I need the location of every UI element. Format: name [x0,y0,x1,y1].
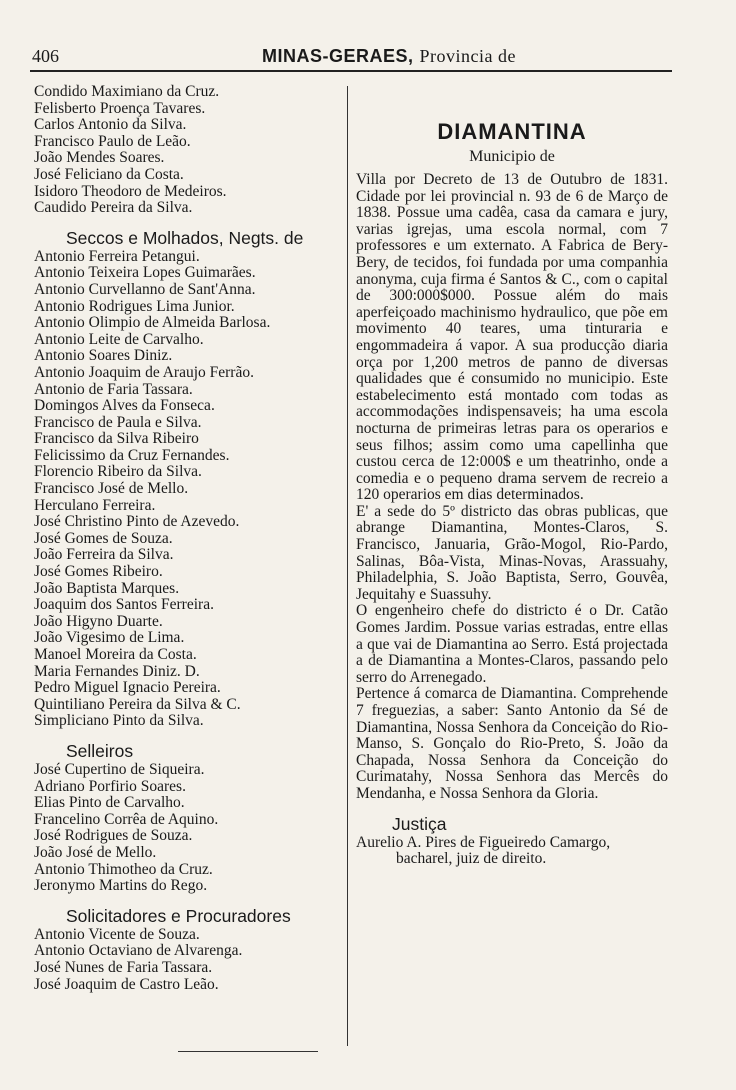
page-header [30,44,672,68]
name-entry: José Joaquim de Castro Leão. [34,975,219,993]
name-entry: João Baptista Marques. [34,579,180,597]
name-entry: João Mendes Soares. [34,149,165,167]
name-entry: José Rodrigues de Souza. [34,827,193,845]
spacer [34,730,346,740]
top-names-list [34,84,346,217]
name-entry: Antonio Curvellanno de Sant'Anna. [34,280,256,298]
name-entry: Felisberto Proença Tavares. [34,99,206,117]
page-number: 406 [32,46,59,66]
name-entry: Antonio Rodrigues Lima Junior. [34,297,235,315]
name-entry: Carlos Antonio da Silva. [34,116,187,134]
paragraph-public-works: E' a sede do 5º districto das obras publicas, que abrange Diamantina, Montes-Claros, S. Francisco, Januaria, Grão-Mogol, Rio-Pardo, Salinas, Bôa-Vista, Minas-Novas, Arassuahy, Philadelphia, S. João Baptista, Serro, Gouvêa, Jequitahy e Suassuhy. [356,502,668,603]
name-entry: João Higyno Duarte. [34,612,163,630]
name-entry: Felicissimo da Cruz Fernandes. [34,446,230,464]
name-entry: Quintiliano Pereira da Silva & C. [34,695,241,713]
name-entry: Antonio Octaviano de Alvarenga. [34,942,243,960]
name-entry: Francisco José de Mello. [34,480,189,498]
section-heading-seccos: Seccos e Molhados, Negts. de [66,227,304,248]
name-entry: Caudido Pereira da Silva. [34,199,193,217]
name-entry: José Cupertino de Siqueira. [34,760,205,778]
page-title-suffix: Provincia de [419,46,516,66]
paragraph-history: Villa por Decreto de 13 de Outubro de 1831. Cidade por lei provincial n. 93 de 6 de Março de 1838. Possue uma cadêa, casa da camara e jury, varias igrejas, uma escola normal, com 7 professores e um externato. A Fabrica de Bery-Bery, de tecidos, foi fundada por uma companhia anonyma, cuja firma é Santos & C., com o capital de 300:000$000. Possue além do mais aperfeiçoado machinismo hydraulico, que põe em movimento 40 teares, uma tinturaria e engommadeira á vapor. A sua producção diaria orça por 1,200 metros de panno de diversas qualidades que é consumido no municipio. Este estabelecimento está montado com todas as accommodações indispensaveis; ha uma escola nocturna de primeiras letras para os operarios e seus filhos; assim como uma capellinha que custou cerca de 12:000$ e um theatrinho, onde a comedia e o pequeno drama servem de recreio a 120 operarios em dias determinados. [356,171,668,504]
name-entry: Antonio Soares Diniz. [34,347,173,365]
name-entry: Jeronymo Martins do Rego. [34,877,208,895]
name-entry: Antonio Thimotheo da Cruz. [34,860,213,878]
footer-rule [178,1051,318,1052]
name-entry: José Gomes de Souza. [34,529,173,547]
left-column [34,84,346,993]
name-entry: José Christino Pinto de Azevedo. [34,513,240,531]
paragraph-comarca: Pertence á comarca de Diamantina. Comprehende 7 freguezias, a saber: Santo Antonio da Sé de Diamantina, Nossa Senhora da Conceição do Rio-Manso, S. Gonçalo do Rio-Preto, S. João da Chapada, Nossa Senhora da Conceição do Curimatahy, Nossa Senhora das Mercês do Mendanha, e Nossa Senhora da Gloria. [356,685,668,802]
section-heading-justica: Justiça [392,813,447,834]
name-entry: José Nunes de Faria Tassara. [34,958,213,976]
name-entry: Joaquim dos Santos Ferreira. [34,596,214,614]
judge-name: Aurelio A. Pires de Figueiredo Camargo, [356,833,611,851]
column-divider [347,86,348,1046]
name-entry: Antonio de Faria Tassara. [34,380,193,398]
name-entry: Francisco da Silva Ribeiro [34,430,199,448]
name-entry: Antonio Ferreira Petangui. [34,247,200,265]
name-entry: Condido Maximiano da Cruz. [34,83,220,100]
name-entry: Florencio Ribeiro da Silva. [34,463,202,481]
name-entry: João Vigesimo de Lima. [34,629,185,647]
municipality-title: DIAMANTINA [437,119,587,144]
name-entry: Manoel Moreira da Costa. [34,646,197,663]
name-entry: Elias Pinto de Carvalho. [34,794,185,812]
spacer [34,895,346,905]
spacer [34,217,346,227]
section-heading-solicitadores: Solicitadores e Procuradores [66,905,291,926]
judge-title: bacharel, juiz de direito. [396,850,547,868]
name-entry: Herculano Ferreira. [34,496,156,514]
name-entry: Francisco Paulo de Leão. [34,132,191,150]
name-entry: João Ferreira da Silva. [34,546,174,564]
name-entry: José Gomes Ribeiro. [34,563,163,581]
name-entry: Antonio Teixeira Lopes Guimarães. [34,264,256,282]
name-entry: Antonio Joaquim de Araujo Ferrão. [34,363,254,381]
solicitadores-names-list [34,927,346,993]
name-entry: Antonio Leite de Carvalho. [34,330,204,348]
name-entry: Pedro Miguel Ignacio Pereira. [34,679,221,697]
name-entry: João José de Mello. [34,843,157,861]
name-entry: Francisco de Paula e Silva. [34,413,202,431]
header-rule [30,70,672,72]
page-title-text: MINAS-GERAES, [262,46,414,66]
name-entry: Antonio Vicente de Souza. [34,925,200,943]
selleiros-names-list [34,762,346,895]
name-entry: Maria Fernandes Diniz. D. [34,662,200,680]
page-title [262,44,516,68]
section-heading-selleiros: Selleiros [66,740,134,761]
right-column [356,118,668,868]
name-entry: Adriano Porfirio Soares. [34,777,186,795]
municipality-subtitle: Municipio de [469,148,555,165]
name-entry: Domingos Alves da Fonseca. [34,397,215,415]
name-entry: Antonio Olimpio de Almeida Barlosa. [34,314,271,332]
name-entry: Isidoro Theodoro de Medeiros. [34,182,227,200]
name-entry: Francelino Corrêa de Aquino. [34,810,219,828]
paragraph-roads: O engenheiro chefe do districto é o Dr. Catão Gomes Jardim. Possue varias estradas, entre ellas a que vai de Diamantina ao Serro. Está projectada a de Diamantina a Montes-Claros, passando pelo serro do Arrenegado. [356,602,668,686]
name-entry: Simpliciano Pinto da Silva. [34,712,204,730]
name-entry: José Feliciano da Costa. [34,165,184,183]
seccos-names-list [34,249,346,730]
